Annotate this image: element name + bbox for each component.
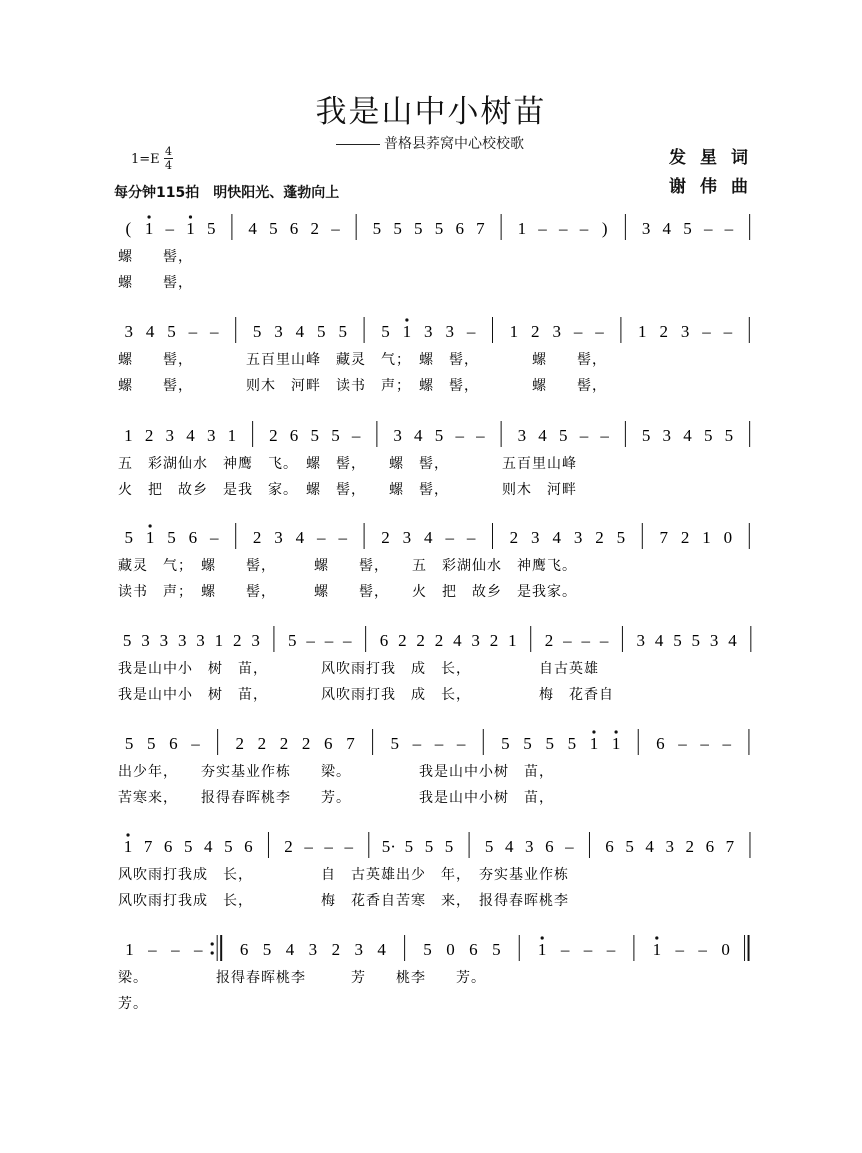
note: 5	[492, 940, 501, 959]
note: –	[700, 734, 709, 753]
note: 5	[288, 631, 297, 650]
note: 5	[501, 734, 510, 753]
note: 3	[424, 322, 433, 341]
note: 4	[204, 837, 213, 856]
note: –	[466, 528, 476, 547]
note: 4	[538, 426, 547, 445]
note: 3	[393, 426, 402, 445]
note: 1	[214, 631, 224, 650]
time-signature-top: 4	[165, 145, 172, 158]
high-octave-dot	[149, 524, 152, 527]
note: 7	[476, 219, 485, 238]
note: 3	[552, 322, 561, 341]
high-octave-dot	[405, 318, 408, 321]
note: 2	[489, 631, 499, 650]
note: 3	[159, 631, 169, 650]
note: 2	[310, 219, 319, 238]
note: 5	[390, 734, 399, 753]
note: 2	[284, 837, 293, 856]
note: 5	[317, 322, 326, 341]
note: –	[595, 322, 604, 341]
lyric-line: 出少年， 夯实基业作栋 梁。 我是山中小树 苗，	[118, 764, 554, 780]
note: 3	[531, 528, 540, 547]
note: 3	[206, 426, 216, 445]
note: 5	[423, 940, 432, 959]
high-octave-dot	[189, 215, 192, 218]
note: –	[600, 426, 609, 445]
note: –	[344, 837, 353, 856]
high-note: 1	[402, 322, 412, 341]
note: 3	[165, 426, 175, 445]
note: 3	[471, 631, 480, 650]
note: 2	[331, 940, 341, 959]
note: 2	[232, 631, 242, 650]
note: 4	[728, 631, 737, 650]
note: 6	[289, 426, 299, 445]
note: 2	[531, 322, 540, 341]
note: –	[351, 426, 361, 445]
lyric-line: 螺 髻， 五百里山峰 藏灵 气； 螺 髻， 螺 髻，	[118, 352, 607, 368]
high-note: 1	[589, 734, 599, 753]
note: 2	[509, 528, 519, 547]
high-octave-dot	[655, 936, 658, 939]
high-note: 1	[537, 940, 547, 959]
note: 2	[544, 631, 554, 650]
note: –	[194, 940, 203, 959]
high-octave-dot	[615, 730, 618, 733]
note: 1	[124, 426, 133, 445]
note: 2	[685, 837, 695, 856]
note: 4	[295, 528, 305, 547]
note: 1	[517, 219, 527, 238]
lyric-line: 螺 髻，	[118, 249, 193, 265]
note: 3	[445, 322, 454, 341]
lyricist-credit: 发星词	[669, 148, 762, 168]
note: 5	[183, 837, 193, 856]
note: 6	[244, 837, 253, 856]
note: 5	[434, 426, 444, 445]
note: (	[125, 219, 132, 238]
note: 3	[274, 528, 283, 547]
note: –	[698, 940, 707, 959]
note: –	[338, 528, 347, 547]
note: 1	[638, 322, 647, 341]
note: 3	[709, 631, 719, 650]
note: 4	[504, 837, 514, 856]
note: –	[565, 837, 574, 856]
note: 6	[169, 734, 178, 753]
note: 6	[379, 631, 389, 650]
note: 5	[567, 734, 577, 753]
note: 5	[224, 837, 233, 856]
note: 2	[680, 528, 690, 547]
note: 3	[354, 940, 363, 959]
note: 3	[251, 631, 260, 650]
note: –	[581, 631, 590, 650]
note: –	[703, 219, 713, 238]
note: 5	[616, 528, 626, 547]
page-title: 我是山中小树苗	[315, 94, 547, 130]
note: –	[455, 426, 464, 445]
high-octave-dot	[541, 936, 544, 939]
note: 2	[252, 528, 262, 547]
note: 6	[324, 734, 333, 753]
note: 4	[453, 631, 462, 650]
note: 0	[721, 940, 730, 959]
note: 4	[654, 631, 664, 650]
note: 5	[703, 426, 713, 445]
note: –	[210, 322, 219, 341]
note: –	[675, 940, 684, 959]
note: 5	[691, 631, 701, 650]
note: 6	[188, 528, 198, 547]
note: 5	[167, 322, 176, 341]
note: 4	[683, 426, 692, 445]
note: –	[148, 940, 157, 959]
note: 5	[206, 219, 216, 238]
lyric-line: 我是山中小 树 苗， 风吹雨打我 成 长， 梅 花香自	[118, 687, 614, 703]
note: 3	[636, 631, 646, 650]
note: 5	[393, 219, 402, 238]
note: 5	[122, 631, 132, 650]
note: –	[579, 219, 589, 238]
note: –	[559, 219, 568, 238]
note: 3	[177, 631, 187, 650]
repeat-dot	[211, 951, 214, 954]
note: 5	[252, 322, 262, 341]
note: –	[306, 631, 315, 650]
note: 5	[372, 219, 382, 238]
note: –	[445, 528, 454, 547]
note: –	[466, 322, 476, 341]
note: 4	[285, 940, 295, 959]
note: –	[476, 426, 485, 445]
note: 2	[416, 631, 425, 650]
note: 6	[656, 734, 665, 753]
note: 3	[665, 837, 674, 856]
lyric-line: 五 彩湖仙水 神鹰 飞。 螺 髻， 螺 髻， 五百里山峰	[118, 456, 577, 472]
note: –	[456, 734, 466, 753]
note: –	[324, 631, 334, 650]
note: 3	[525, 837, 534, 856]
note: 7	[143, 837, 153, 856]
note: 5	[683, 219, 692, 238]
note: 3	[680, 322, 690, 341]
note: 7	[725, 837, 735, 856]
note: –	[702, 322, 711, 341]
note: 5	[146, 734, 156, 753]
note: –	[579, 426, 589, 445]
note: 3	[308, 940, 318, 959]
high-note: 1	[186, 219, 195, 238]
note: 3	[141, 631, 150, 650]
note: 3	[641, 219, 651, 238]
lyric-line: 我是山中小 树 苗， 风吹雨打我 成 长， 自古英雄	[118, 661, 599, 677]
lyric-line: 苦寒来， 报得春晖桃李 芳。 我是山中小树 苗，	[118, 790, 554, 806]
note: –	[210, 528, 219, 547]
note: –	[678, 734, 687, 753]
note: 5	[269, 219, 278, 238]
tempo-marking: 每分钟115拍 明快阳光、蓬勃向上	[114, 185, 340, 201]
note: 5	[424, 837, 434, 856]
note: 2	[381, 528, 390, 547]
note: –	[723, 322, 733, 341]
note: –	[599, 631, 609, 650]
note: 5	[414, 219, 423, 238]
note: –	[583, 940, 593, 959]
note: –	[563, 631, 572, 650]
note: 5·	[381, 837, 396, 856]
note: 4	[248, 219, 257, 238]
note: 2	[269, 426, 278, 445]
note: 1	[702, 528, 711, 547]
lyric-line: 风吹雨打我成 长， 自 古英雄出少 年， 夯实基业作栋	[118, 867, 569, 883]
note: 3	[402, 528, 412, 547]
note: –	[724, 219, 734, 238]
key-signature: 1=E	[131, 152, 160, 167]
note: 5	[338, 322, 347, 341]
note: 5	[625, 837, 634, 856]
lyric-line: 读书 声； 螺 髻， 螺 髻， 火 把 故乡 是我家。	[118, 584, 577, 600]
high-octave-dot	[147, 215, 150, 218]
lyric-line: 芳。	[118, 996, 148, 1012]
note: 6	[545, 837, 554, 856]
note: 2	[257, 734, 267, 753]
note: –	[412, 734, 422, 753]
note: 7	[346, 734, 355, 753]
note: –	[191, 734, 200, 753]
note: 6	[705, 837, 715, 856]
high-note: 1	[144, 219, 154, 238]
note: 5	[381, 322, 390, 341]
note: 2	[398, 631, 407, 650]
subtitle-text: 普格县荞窝中心校校歌	[384, 136, 524, 152]
note: 1	[227, 426, 237, 445]
note: –	[324, 837, 333, 856]
note: 4	[552, 528, 561, 547]
note: 4	[645, 837, 654, 856]
note: –	[538, 219, 547, 238]
high-octave-dot	[126, 833, 129, 836]
time-signature-bottom: 4	[165, 159, 172, 172]
note: 5	[641, 426, 651, 445]
note: 4	[377, 940, 386, 959]
note: 3	[573, 528, 583, 547]
note: 0	[446, 940, 455, 959]
note: 2	[279, 734, 289, 753]
note: 2	[434, 631, 444, 650]
note: 3	[274, 322, 283, 341]
note: 5	[673, 631, 682, 650]
note: 5	[167, 528, 176, 547]
note: 4	[662, 219, 672, 238]
note: 4	[424, 528, 433, 547]
note: 1	[508, 631, 517, 650]
lyric-line: 梁。 报得春晖桃李 芳 桃李 芳。	[118, 970, 486, 986]
lyric-line: 风吹雨打我成 长， 梅 花香自苦寒 来， 报得春晖桃李	[118, 893, 569, 909]
note: 5	[523, 734, 532, 753]
note: –	[434, 734, 444, 753]
note: –	[188, 322, 198, 341]
note: 5	[331, 426, 340, 445]
note: 2	[301, 734, 311, 753]
note: 5	[434, 219, 444, 238]
repeat-dot	[211, 942, 214, 945]
note: 5	[310, 426, 319, 445]
high-note: 1	[652, 940, 662, 959]
note: –	[343, 631, 352, 650]
composer-credit: 谢伟曲	[669, 177, 762, 197]
note: 1	[125, 940, 134, 959]
note: 6	[455, 219, 464, 238]
note: –	[165, 219, 175, 238]
high-note: 1	[145, 528, 155, 547]
note: 4	[186, 426, 195, 445]
lyric-line: 火 把 故乡 是我 家。 螺 髻， 螺 髻， 则木 河畔	[118, 482, 577, 498]
note: 5	[559, 426, 568, 445]
lyric-line: 螺 髻， 则木 河畔 读书 声； 螺 髻， 螺 髻，	[118, 378, 607, 394]
note: 6	[163, 837, 173, 856]
high-note: 1	[611, 734, 621, 753]
note: 2	[595, 528, 604, 547]
note: 4	[295, 322, 305, 341]
note: –	[722, 734, 732, 753]
note: 6	[605, 837, 614, 856]
note: 5	[404, 837, 414, 856]
note: 5	[262, 940, 272, 959]
note: 3	[124, 322, 133, 341]
note: –	[331, 219, 340, 238]
note: 4	[414, 426, 423, 445]
note: –	[560, 940, 570, 959]
note: –	[317, 528, 326, 547]
note: 5	[124, 734, 134, 753]
note: 3	[196, 631, 205, 650]
note: 2	[659, 322, 668, 341]
note: 0	[723, 528, 733, 547]
note: –	[304, 837, 313, 856]
note: 6	[469, 940, 478, 959]
note: 5	[484, 837, 494, 856]
note: –	[573, 322, 583, 341]
note: –	[606, 940, 616, 959]
note: 2	[235, 734, 245, 753]
note: 3	[517, 426, 527, 445]
note: 3	[662, 426, 672, 445]
high-note: 1	[123, 837, 133, 856]
note: 4	[145, 322, 155, 341]
note: 6	[239, 940, 249, 959]
note: 7	[659, 528, 668, 547]
note: 1	[509, 322, 519, 341]
note: 5	[124, 528, 133, 547]
note: 5	[724, 426, 734, 445]
note: 2	[144, 426, 154, 445]
note: 6	[289, 219, 299, 238]
note: 5	[444, 837, 454, 856]
lyric-line: 螺 髻，	[118, 275, 193, 291]
high-octave-dot	[592, 730, 595, 733]
lyric-line: 藏灵 气； 螺 髻， 螺 髻， 五 彩湖仙水 神鹰飞。	[118, 558, 577, 574]
note: 5	[545, 734, 554, 753]
note: –	[171, 940, 180, 959]
note: )	[601, 219, 608, 238]
